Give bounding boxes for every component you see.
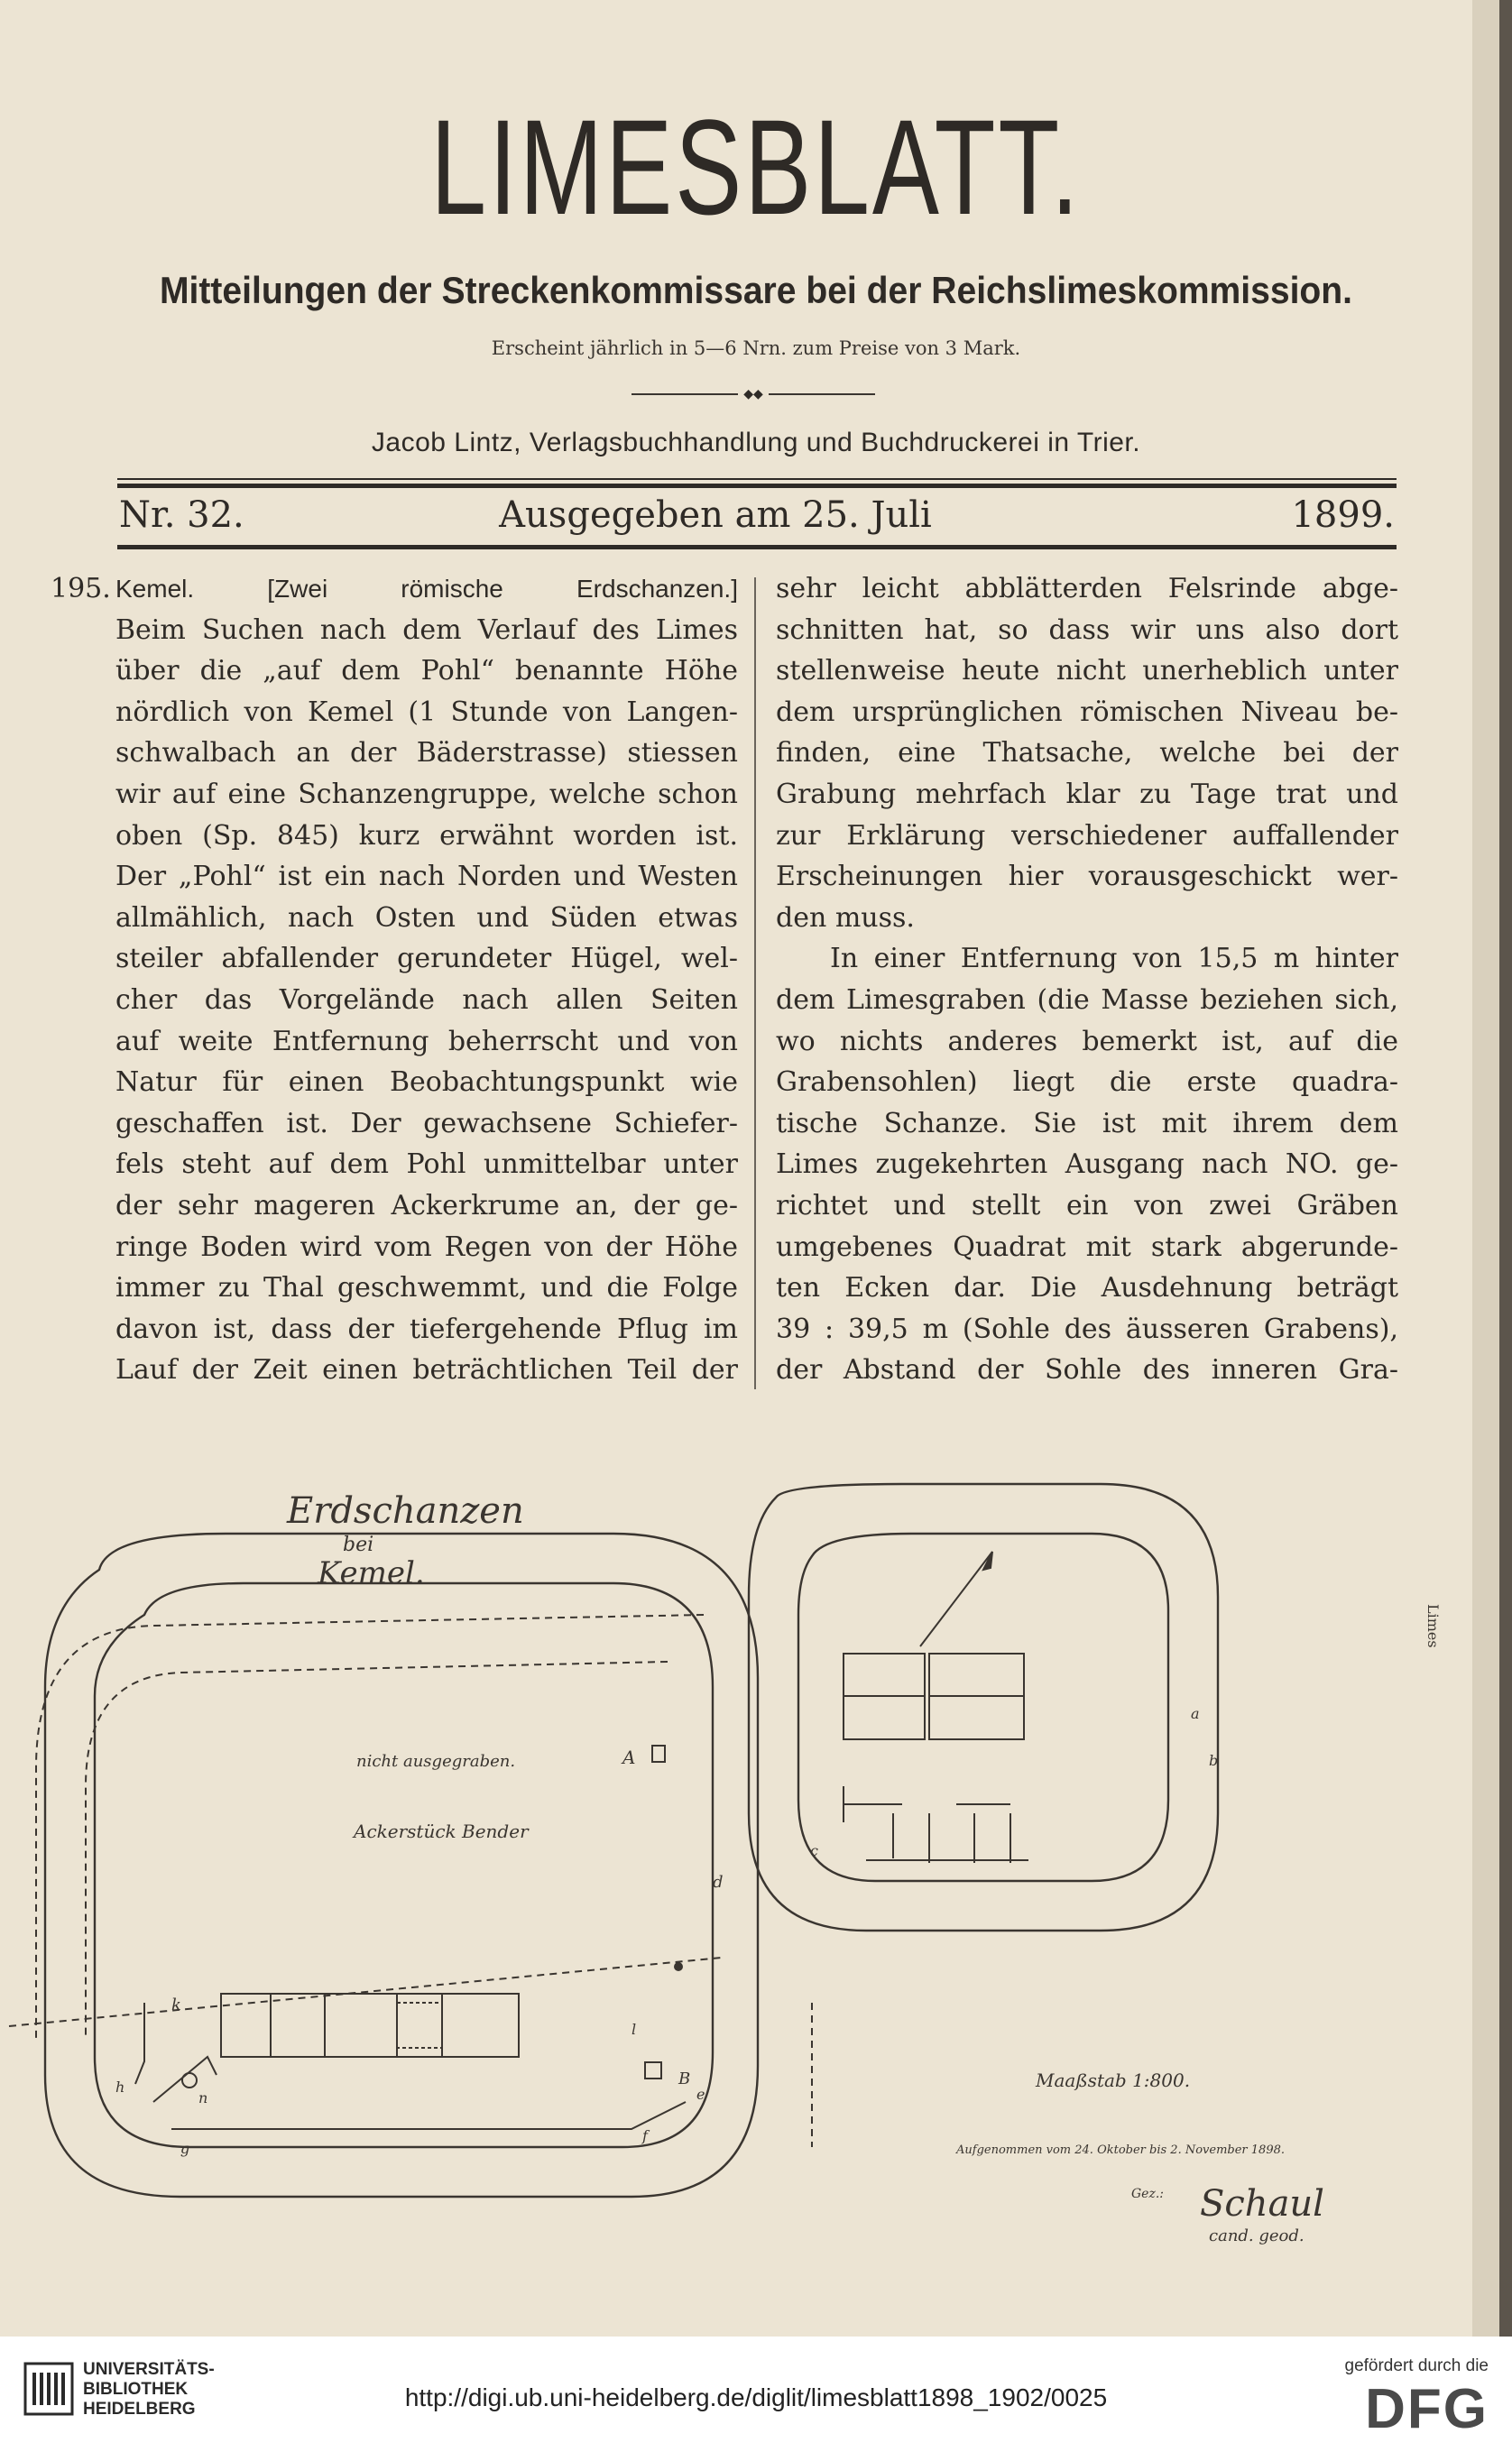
- text-line: ringe Boden wird vom Regen von der Höhe: [115, 1231, 738, 1263]
- text-line: auf weite Entfernung beherrscht und von: [115, 1025, 738, 1057]
- plan-letter-b: b: [1209, 1752, 1219, 1769]
- text-line: Limes zugekehrten Ausgang nach NO. ge-: [776, 1148, 1398, 1181]
- plan-letter-g: g: [180, 2140, 190, 2157]
- left-building: [221, 1994, 519, 2057]
- plan-scale: Maaßstab 1:800.: [1036, 2069, 1191, 2091]
- bottom-rule-thick: [117, 545, 1397, 549]
- plan-note-unexcavated: nicht ausgegraben.: [356, 1752, 516, 1771]
- left-outer-ditch: [45, 1534, 758, 2197]
- masthead-subtitle: Mitteilungen der Streckenkommissare bei der Reichslimeskommission.: [160, 269, 1352, 311]
- text-line: Erscheinungen hier vorausgeschickt wer-: [776, 861, 1398, 893]
- text-line: schwalbach an der Bäderstrasse) stiessen: [115, 737, 738, 770]
- text-line: In einer Entfernung von 15,5 m hinter: [830, 943, 1398, 975]
- university-line-2: BIBLIOTHEK: [83, 2380, 189, 2399]
- plan-letter-B: B: [678, 2069, 691, 2088]
- text-line: der sehr mageren Ackerkrume an, der ge-: [115, 1189, 738, 1221]
- plan-signature-name: Schaul: [1200, 2183, 1324, 2225]
- ornament-diamonds: ◆◆: [738, 388, 769, 401]
- issue-number: Nr. 32.: [119, 494, 244, 536]
- text-line: Natur für einen Beobachtungspunkt wie: [115, 1066, 738, 1099]
- funding-note: gefördert durch die: [1344, 2356, 1489, 2375]
- text-line: Der „Pohl“ ist ein nach Norden und Westen: [115, 861, 738, 893]
- masthead-publisher: Jacob Lintz, Verlagsbuchhandlung und Buchdruckerei in Trier.: [371, 428, 1141, 457]
- place-heading: Kemel. [Zwei römische Erdschanzen.]: [115, 575, 738, 603]
- text-line: wo nichts anderes bemerkt ist, auf die: [776, 1025, 1398, 1057]
- masthead-title: LIMESBLATT.: [430, 91, 1082, 243]
- plan-title-line1: Erdschanzen: [287, 1490, 524, 1532]
- text-line: Grabung mehrfach klar zu Tage trat und: [776, 778, 1398, 810]
- plan-letter-h: h: [115, 2079, 125, 2096]
- plan-note-owner: Ackerstück Bender: [354, 1821, 529, 1842]
- university-line-3: HEIDELBERG: [83, 2400, 196, 2419]
- text-line: sehr leicht abblätterden Felsrinde abge-: [776, 573, 1398, 604]
- text-line: der Abstand der Sohle des inneren Gra-: [776, 1354, 1398, 1387]
- text-line: cher das Vorgelände nach allen Seiten: [115, 983, 738, 1016]
- plan-letter-n: n: [198, 2089, 208, 2106]
- text-line: allmählich, nach Osten und Süden etwas: [115, 901, 738, 934]
- entry-number: 195.: [51, 573, 111, 604]
- article-left-column: [115, 568, 738, 1391]
- plan-title-line3: Kemel.: [318, 1555, 425, 1591]
- text-line: fels steht auf dem Pohl unmittelbar unter: [115, 1148, 738, 1181]
- left-gateway-wall: [135, 2003, 686, 2129]
- permalink-url[interactable]: http://digi.ub.uni-heidelberg.de/diglit/limesblatt1898_1902/0025: [404, 2383, 1108, 2411]
- text-line: dem Limesgraben (die Masse beziehen sich,: [776, 983, 1398, 1016]
- limes-line: [9, 1958, 722, 2026]
- right-inner-ditch: [798, 1534, 1168, 1881]
- text-line: den muss.: [776, 901, 915, 934]
- column-divider: [754, 577, 756, 1389]
- text-line: Grabensohlen) liegt die erste quadra-: [776, 1066, 1398, 1099]
- text-line: Lauf der Zeit einen beträchtlichen Teil der: [115, 1354, 738, 1387]
- text-line: zur Erklärung verschiedener auffallender: [776, 819, 1398, 852]
- plan-signature-label: Gez.:: [1131, 2187, 1165, 2201]
- plan-letter-a: a: [1191, 1705, 1200, 1722]
- issue-year: 1899.: [1291, 494, 1395, 536]
- issue-date: Ausgegeben am 25. Juli: [499, 494, 932, 536]
- plan-letter-e: e: [696, 2086, 705, 2103]
- plan-letter-c: c: [810, 1842, 818, 1859]
- plan-letter-A: A: [622, 1747, 636, 1768]
- plan-letter-f: f: [642, 2127, 648, 2144]
- plan-letter-d: d: [713, 1873, 724, 1892]
- text-line: steiler abfallender gerundeter Hügel, wel-: [115, 943, 738, 975]
- text-line: ten Ecken dar. Die Ausdehnung beträgt: [776, 1272, 1398, 1304]
- text-line: 39 : 39,5 m (Sohle des äusseren Grabens),: [776, 1313, 1398, 1345]
- plan-limes-label: Limes: [1424, 1604, 1442, 1648]
- plan-title-line2: bei: [343, 1534, 374, 1556]
- article-right-column: [776, 568, 1398, 1391]
- dfg-logo: DFG: [1365, 2378, 1489, 2440]
- text-line: richtet und stellt ein von zwei Gräben: [776, 1189, 1398, 1221]
- text-line: Beim Suchen nach dem Verlauf des Limes: [115, 613, 738, 646]
- text-line: schnitten hat, so dass wir uns also dort: [776, 613, 1398, 646]
- plan-letter-l: l: [632, 2021, 637, 2038]
- plan-signature-title: cand. geod.: [1209, 2226, 1305, 2245]
- plan-survey-note: Aufgenommen vom 24. Oktober bis 2. November 1898.: [956, 2143, 1285, 2157]
- text-line: nördlich von Kemel (1 Stunde von Langen-: [115, 696, 738, 728]
- top-rule-thick: [117, 484, 1397, 488]
- masthead-frequency: Erscheint jährlich in 5—6 Nrn. zum Preise von 3 Mark.: [491, 337, 1021, 359]
- text-line: davon ist, dass der tiefergehende Pflug im: [115, 1313, 738, 1345]
- survey-line-inner: [86, 1662, 668, 2039]
- text-line: stellenweise heute nicht unerheblich unter: [776, 655, 1398, 687]
- text-line: immer zu Thal geschwemmt, und die Folge: [115, 1272, 738, 1304]
- left-inner-ditch: [95, 1583, 713, 2147]
- university-line-1: UNIVERSITÄTS-: [83, 2360, 215, 2379]
- top-rule-thin: [117, 478, 1397, 480]
- text-line: tische Schanze. Sie ist mit ihrem dem: [776, 1107, 1398, 1139]
- text-line: wir auf eine Schanzengruppe, welche schon: [115, 778, 738, 810]
- plan-letter-k: k: [171, 1996, 181, 2014]
- text-line: finden, eine Thatsache, welche bei der: [776, 737, 1398, 770]
- text-line: [115, 568, 738, 610]
- text-line: umgebenes Quadrat mit stark abgerunde-: [776, 1231, 1398, 1263]
- text-line: geschaffen ist. Der gewachsene Schiefer-: [115, 1107, 738, 1139]
- text-line: dem ursprünglichen römischen Niveau be-: [776, 696, 1398, 728]
- text-line: über die „auf dem Pohl“ benannte Höhe: [115, 655, 738, 687]
- text-line: oben (Sp. 845) kurz erwähnt worden ist.: [115, 819, 738, 852]
- foundation-row: [844, 1786, 1028, 1863]
